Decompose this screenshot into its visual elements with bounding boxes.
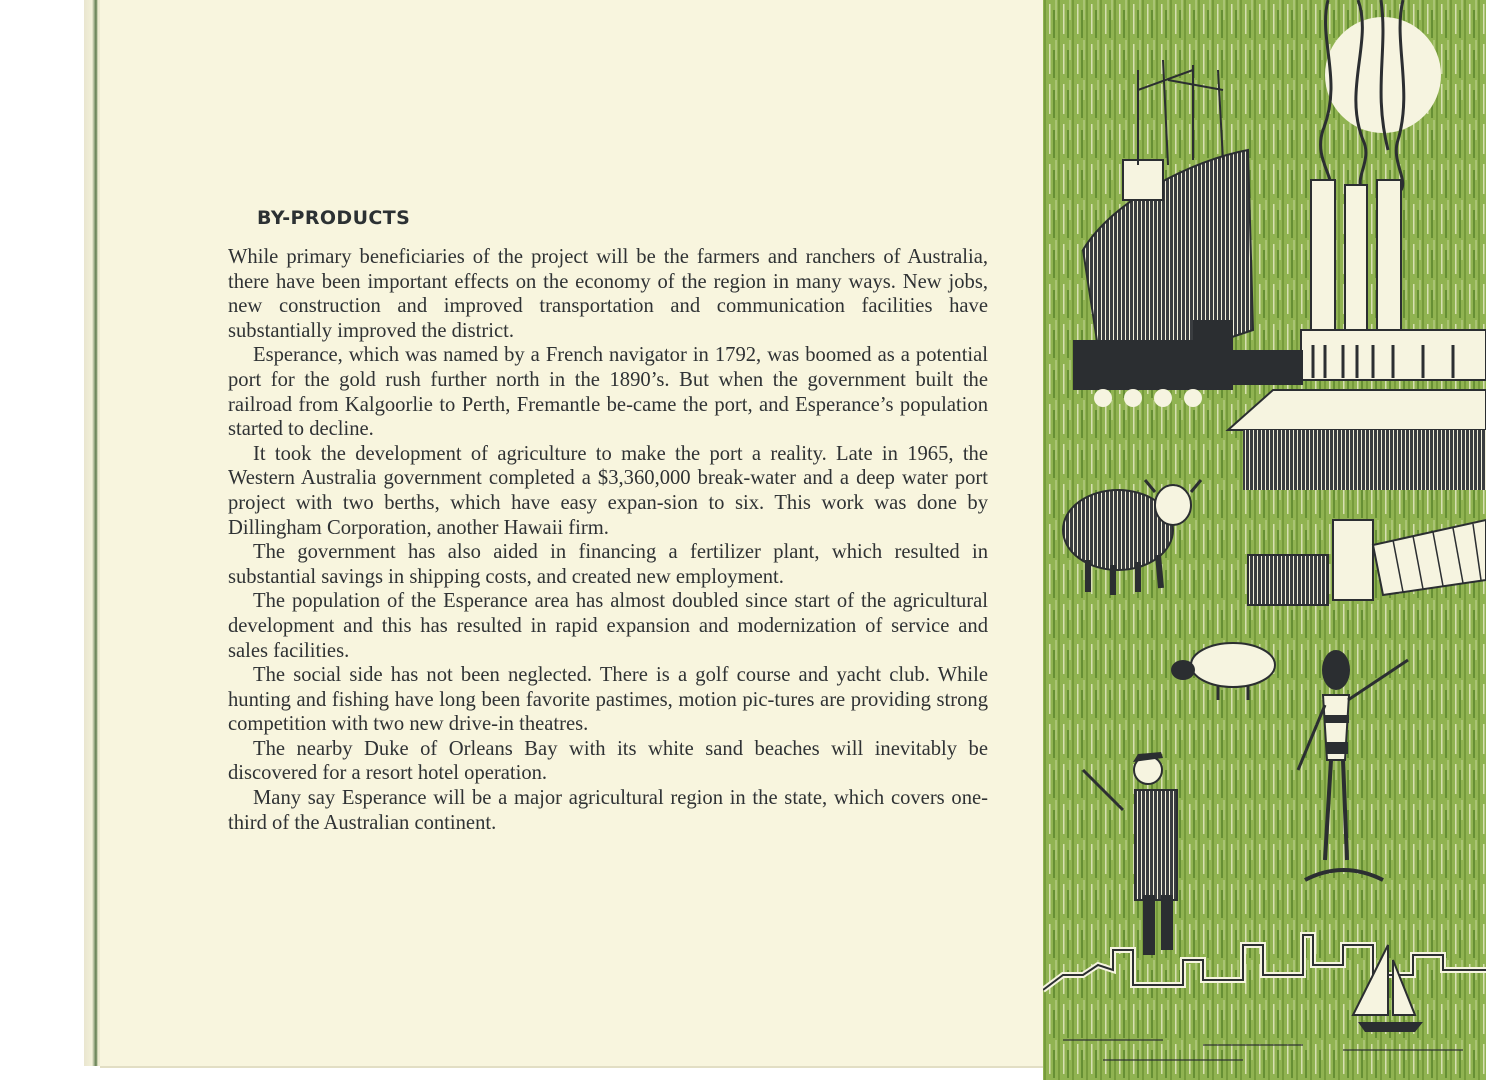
paragraph: The social side has not been neglected. There is a golf course and yacht club. While hunting and fishing have long been favorite pastimes, motion pic-tures are providing strong competition with two new drive-in theatres. [228, 664, 988, 736]
paragraph: Many say Esperance will be a major agricultural region in the state, which covers one-third of the Australian continent. [228, 787, 988, 834]
paragraph: Esperance, which was named by a French navigator in 1792, was boomed as a potential port for the gold rush further north in the 1890’s. But when the government built the railroad from Kalgoorlie to Perth, Fremantle be-came the port, and Esperance’s population started to decline. [228, 344, 988, 441]
paragraph: The population of the Esperance area has almost doubled since start of the agricultural development and this has resulted in rapid expansion and modernization of service and sales facilities. [228, 590, 988, 662]
pier-warehouse-icon [1228, 390, 1486, 490]
paragraph: The government has also aided in financing a fertilizer plant, which resulted in substantial savings in shipping costs, and created new employment. [228, 541, 988, 588]
paragraph: While primary beneficiaries of the project will be the farmers and ranchers of Australia, there have been important effects on the economy of the region in many ways. New jobs, new construction and improved transportation and communication facilities have substantially improved the district. [228, 246, 988, 342]
article-body [228, 245, 988, 835]
paragraph: It took the development of agriculture to make the port a reality. Late in 1965, the Western Australia government completed a $3,360,000 break-water and a deep water port project with two berths, which have easy expan-sion to six. This work was done by Dillingham Corporation, another Hawaii firm. [228, 442, 988, 539]
section-heading: BY-PRODUCTS [257, 207, 411, 229]
paragraph: The nearby Duke of Orleans Bay with its white sand beaches will inevitably be discovered for a resort hotel operation. [228, 737, 988, 785]
illustration-panel [1043, 0, 1486, 1080]
